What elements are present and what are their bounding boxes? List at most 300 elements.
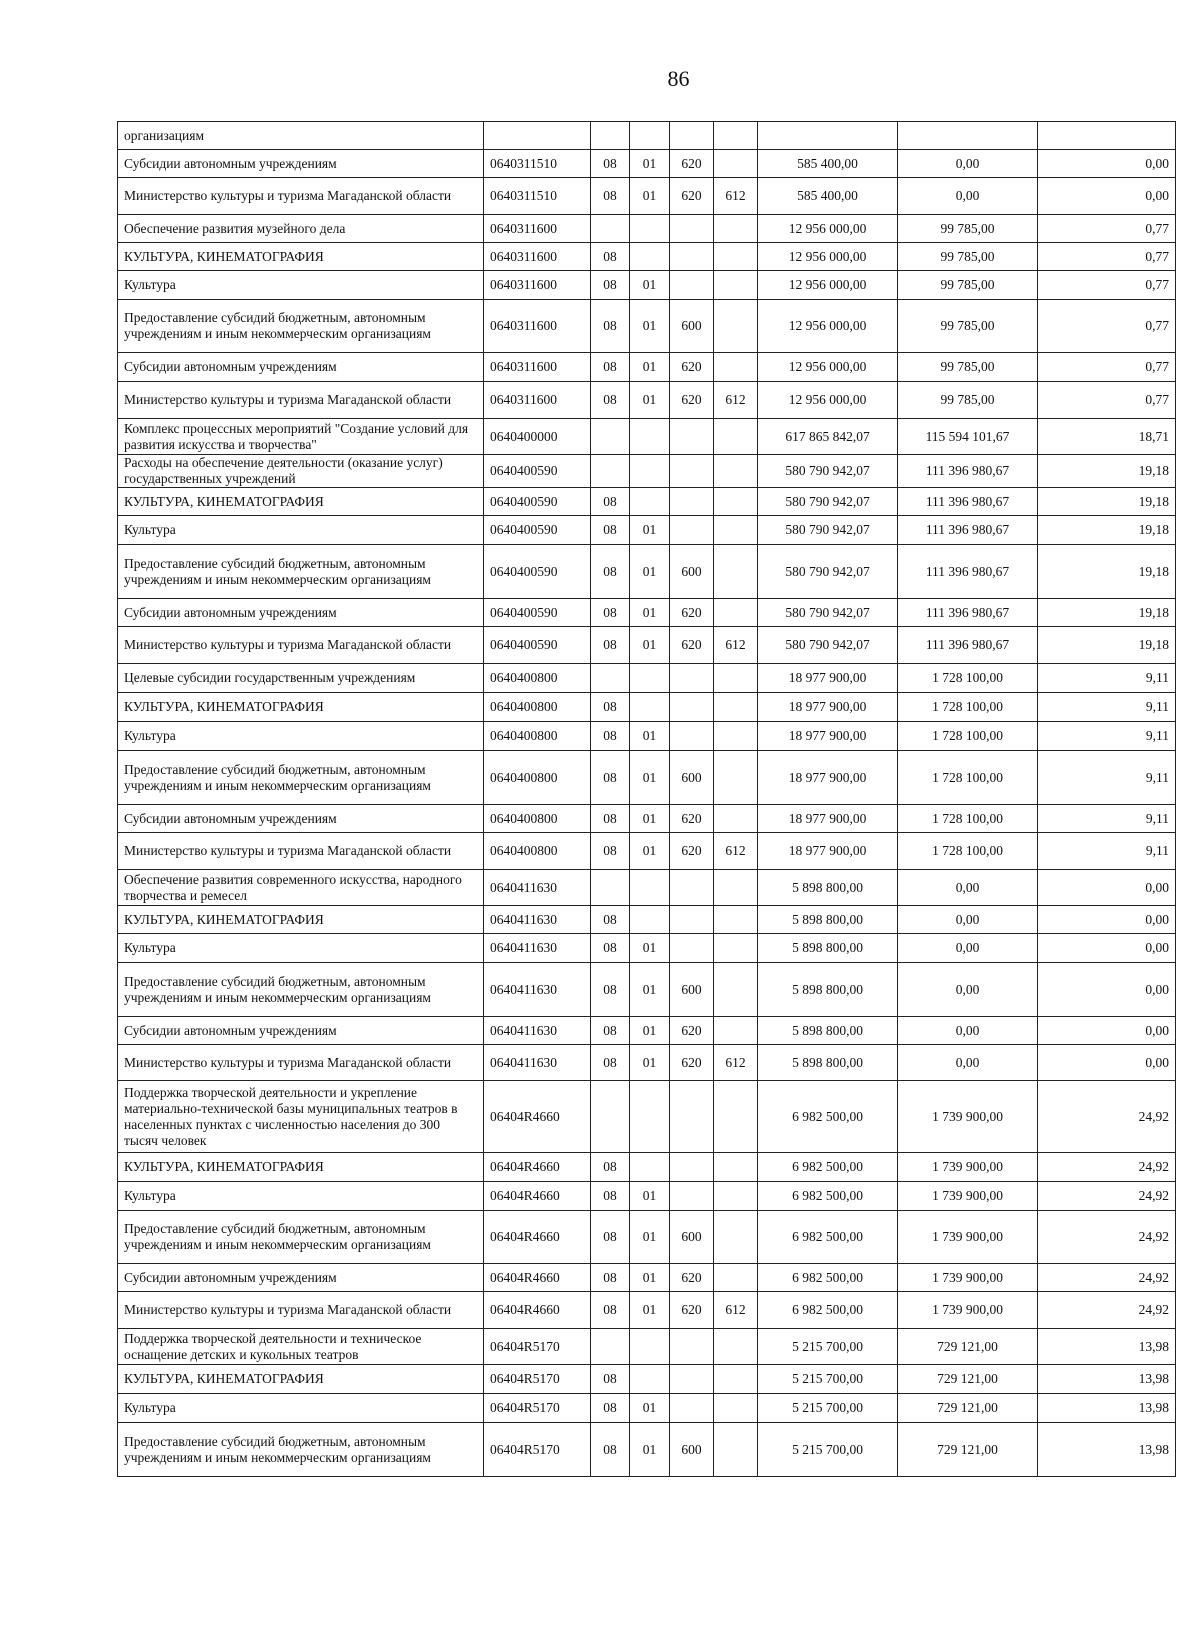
- row-executed-amount-cell: 729 121,00: [898, 1365, 1038, 1394]
- row-planned-amount-cell: 18 977 900,00: [758, 722, 898, 751]
- row-expense-type-cell: 620: [670, 833, 714, 870]
- row-expense-type-cell: [670, 1081, 714, 1153]
- row-percent-cell: 19,18: [1038, 599, 1176, 627]
- table-row: [118, 178, 1176, 215]
- row-subsection-cell: [630, 455, 670, 488]
- row-section-cell: 08: [591, 353, 630, 382]
- row-planned-amount-cell: 12 956 000,00: [758, 353, 898, 382]
- row-executed-amount-cell: 115 594 101,67: [898, 419, 1038, 455]
- row-section-cell: 08: [591, 1394, 630, 1423]
- row-executed-amount-cell: 0,00: [898, 934, 1038, 963]
- table-row: [118, 1365, 1176, 1394]
- row-percent-cell: 9,11: [1038, 833, 1176, 870]
- row-section-cell: 08: [591, 300, 630, 353]
- row-section-cell: 08: [591, 805, 630, 833]
- row-code-cell: 06404R4660: [484, 1292, 591, 1329]
- row-code-cell: 0640400590: [484, 455, 591, 488]
- row-name-cell: Министерство культуры и туризма Магаданской области: [118, 833, 484, 870]
- row-name-cell: Культура: [118, 934, 484, 963]
- row-name-cell: Субсидии автономным учреждениям: [118, 1264, 484, 1292]
- row-subsection-cell: 01: [630, 963, 670, 1017]
- row-section-cell: 08: [591, 906, 630, 934]
- row-section-cell: 08: [591, 599, 630, 627]
- row-section-cell: [591, 122, 630, 150]
- row-subsection-cell: 01: [630, 627, 670, 664]
- row-section-cell: 08: [591, 934, 630, 963]
- row-name-cell: Министерство культуры и туризма Магаданской области: [118, 178, 484, 215]
- row-executed-amount-cell: 111 396 980,67: [898, 455, 1038, 488]
- row-planned-amount-cell: 12 956 000,00: [758, 271, 898, 300]
- row-percent-cell: 19,18: [1038, 545, 1176, 599]
- row-name-cell: Обеспечение развития музейного дела: [118, 215, 484, 243]
- row-code-cell: 06404R4660: [484, 1211, 591, 1264]
- table-row: [118, 1182, 1176, 1211]
- row-percent-cell: 9,11: [1038, 664, 1176, 693]
- row-code-cell: 0640400590: [484, 627, 591, 664]
- row-executed-amount-cell: 1 728 100,00: [898, 751, 1038, 805]
- row-subtype-cell: [714, 1329, 758, 1365]
- row-planned-amount-cell: 5 215 700,00: [758, 1365, 898, 1394]
- row-name-cell: Субсидии автономным учреждениям: [118, 599, 484, 627]
- row-executed-amount-cell: 0,00: [898, 963, 1038, 1017]
- row-name-cell: Поддержка творческой деятельности и техническое оснащение детских и кукольных театров: [118, 1329, 484, 1365]
- row-code-cell: [484, 122, 591, 150]
- table-row: [118, 599, 1176, 627]
- table-row: [118, 122, 1176, 150]
- row-expense-type-cell: 600: [670, 545, 714, 599]
- table-body: [118, 122, 1176, 1477]
- row-expense-type-cell: 600: [670, 1423, 714, 1477]
- row-subsection-cell: 01: [630, 1264, 670, 1292]
- row-percent-cell: 0,00: [1038, 1017, 1176, 1045]
- row-planned-amount-cell: 6 982 500,00: [758, 1182, 898, 1211]
- row-planned-amount-cell: 580 790 942,07: [758, 599, 898, 627]
- table-row: [118, 1081, 1176, 1153]
- row-code-cell: 0640400800: [484, 805, 591, 833]
- row-planned-amount-cell: 5 898 800,00: [758, 906, 898, 934]
- row-subtype-cell: [714, 805, 758, 833]
- row-subtype-cell: [714, 870, 758, 906]
- row-expense-type-cell: 620: [670, 805, 714, 833]
- row-planned-amount-cell: 5 215 700,00: [758, 1394, 898, 1423]
- row-code-cell: 06404R5170: [484, 1365, 591, 1394]
- row-section-cell: [591, 870, 630, 906]
- table-row: [118, 300, 1176, 353]
- row-expense-type-cell: 620: [670, 353, 714, 382]
- row-section-cell: 08: [591, 545, 630, 599]
- row-code-cell: 0640311510: [484, 178, 591, 215]
- table-row: [118, 1153, 1176, 1182]
- row-percent-cell: 24,92: [1038, 1211, 1176, 1264]
- row-planned-amount-cell: 6 982 500,00: [758, 1292, 898, 1329]
- row-code-cell: 0640311600: [484, 300, 591, 353]
- row-code-cell: 0640311600: [484, 215, 591, 243]
- row-expense-type-cell: [670, 664, 714, 693]
- row-planned-amount-cell: 6 982 500,00: [758, 1081, 898, 1153]
- row-planned-amount-cell: 18 977 900,00: [758, 805, 898, 833]
- row-section-cell: 08: [591, 833, 630, 870]
- row-section-cell: 08: [591, 1292, 630, 1329]
- row-subsection-cell: [630, 1081, 670, 1153]
- table-row: [118, 419, 1176, 455]
- row-subtype-cell: [714, 353, 758, 382]
- row-code-cell: 0640400590: [484, 488, 591, 516]
- row-subsection-cell: [630, 664, 670, 693]
- row-planned-amount-cell: 12 956 000,00: [758, 215, 898, 243]
- row-code-cell: 0640311600: [484, 353, 591, 382]
- row-code-cell: 06404R5170: [484, 1329, 591, 1365]
- row-section-cell: 08: [591, 722, 630, 751]
- row-name-cell: Культура: [118, 516, 484, 545]
- row-code-cell: 06404R5170: [484, 1394, 591, 1423]
- row-code-cell: 0640400800: [484, 693, 591, 722]
- row-planned-amount-cell: 5 898 800,00: [758, 870, 898, 906]
- row-subsection-cell: 01: [630, 1423, 670, 1477]
- row-percent-cell: 19,18: [1038, 516, 1176, 545]
- row-subsection-cell: 01: [630, 1394, 670, 1423]
- row-planned-amount-cell: [758, 122, 898, 150]
- row-name-cell: Культура: [118, 1182, 484, 1211]
- row-executed-amount-cell: 1 739 900,00: [898, 1264, 1038, 1292]
- row-section-cell: 08: [591, 1153, 630, 1182]
- row-percent-cell: 13,98: [1038, 1423, 1176, 1477]
- row-percent-cell: 24,92: [1038, 1292, 1176, 1329]
- table-row: [118, 1292, 1176, 1329]
- row-planned-amount-cell: 5 215 700,00: [758, 1329, 898, 1365]
- table-row: [118, 664, 1176, 693]
- row-subsection-cell: 01: [630, 1292, 670, 1329]
- row-subtype-cell: [714, 1365, 758, 1394]
- row-percent-cell: 0,77: [1038, 300, 1176, 353]
- row-executed-amount-cell: 99 785,00: [898, 353, 1038, 382]
- row-subtype-cell: [714, 963, 758, 1017]
- row-section-cell: 08: [591, 1264, 630, 1292]
- row-section-cell: [591, 1081, 630, 1153]
- row-name-cell: Министерство культуры и туризма Магаданской области: [118, 1292, 484, 1329]
- table-row: [118, 1211, 1176, 1264]
- row-percent-cell: 19,18: [1038, 455, 1176, 488]
- row-subsection-cell: 01: [630, 1017, 670, 1045]
- row-subsection-cell: 01: [630, 1045, 670, 1081]
- row-percent-cell: 24,92: [1038, 1153, 1176, 1182]
- row-percent-cell: 0,00: [1038, 906, 1176, 934]
- row-executed-amount-cell: 99 785,00: [898, 300, 1038, 353]
- row-percent-cell: 24,92: [1038, 1264, 1176, 1292]
- row-planned-amount-cell: 585 400,00: [758, 178, 898, 215]
- table-row: [118, 1329, 1176, 1365]
- row-name-cell: Субсидии автономным учреждениям: [118, 1017, 484, 1045]
- row-executed-amount-cell: 729 121,00: [898, 1329, 1038, 1365]
- row-subsection-cell: 01: [630, 751, 670, 805]
- row-planned-amount-cell: 580 790 942,07: [758, 488, 898, 516]
- table-row: [118, 627, 1176, 664]
- row-subtype-cell: [714, 599, 758, 627]
- row-section-cell: 08: [591, 271, 630, 300]
- row-executed-amount-cell: 0,00: [898, 870, 1038, 906]
- row-percent-cell: 19,18: [1038, 488, 1176, 516]
- row-subtype-cell: [714, 906, 758, 934]
- row-name-cell: Предоставление субсидий бюджетным, автономным учреждениям и иным некоммерческим организациям: [118, 963, 484, 1017]
- row-name-cell: Культура: [118, 722, 484, 751]
- row-subtype-cell: [714, 1423, 758, 1477]
- row-section-cell: 08: [591, 1423, 630, 1477]
- row-section-cell: 08: [591, 1182, 630, 1211]
- row-planned-amount-cell: 18 977 900,00: [758, 664, 898, 693]
- row-name-cell: КУЛЬТУРА, КИНЕМАТОГРАФИЯ: [118, 1153, 484, 1182]
- row-code-cell: 06404R4660: [484, 1153, 591, 1182]
- row-planned-amount-cell: 12 956 000,00: [758, 382, 898, 419]
- row-planned-amount-cell: 5 898 800,00: [758, 1045, 898, 1081]
- row-planned-amount-cell: 5 215 700,00: [758, 1423, 898, 1477]
- row-subsection-cell: [630, 693, 670, 722]
- table-row: [118, 1264, 1176, 1292]
- row-subsection-cell: 01: [630, 150, 670, 178]
- row-percent-cell: 0,77: [1038, 271, 1176, 300]
- row-planned-amount-cell: 580 790 942,07: [758, 516, 898, 545]
- row-expense-type-cell: [670, 1394, 714, 1423]
- row-subsection-cell: 01: [630, 805, 670, 833]
- row-executed-amount-cell: 1 739 900,00: [898, 1153, 1038, 1182]
- row-code-cell: 0640400800: [484, 751, 591, 805]
- row-section-cell: [591, 455, 630, 488]
- row-planned-amount-cell: 18 977 900,00: [758, 693, 898, 722]
- row-executed-amount-cell: 111 396 980,67: [898, 627, 1038, 664]
- row-expense-type-cell: [670, 122, 714, 150]
- row-expense-type-cell: [670, 1365, 714, 1394]
- row-percent-cell: 13,98: [1038, 1329, 1176, 1365]
- row-subtype-cell: [714, 122, 758, 150]
- row-code-cell: 0640411630: [484, 934, 591, 963]
- row-subsection-cell: [630, 1153, 670, 1182]
- row-planned-amount-cell: 580 790 942,07: [758, 545, 898, 599]
- row-name-cell: Комплекс процессных мероприятий "Создание условий для развития искусства и творчества": [118, 419, 484, 455]
- row-executed-amount-cell: 1 728 100,00: [898, 722, 1038, 751]
- row-expense-type-cell: 600: [670, 963, 714, 1017]
- row-name-cell: Предоставление субсидий бюджетным, автономным учреждениям и иным некоммерческим организациям: [118, 1211, 484, 1264]
- row-subsection-cell: 01: [630, 1211, 670, 1264]
- row-executed-amount-cell: 1 739 900,00: [898, 1182, 1038, 1211]
- row-section-cell: 08: [591, 693, 630, 722]
- row-code-cell: 0640411630: [484, 1017, 591, 1045]
- row-planned-amount-cell: 5 898 800,00: [758, 963, 898, 1017]
- row-percent-cell: 24,92: [1038, 1182, 1176, 1211]
- row-name-cell: Министерство культуры и туризма Магаданской области: [118, 382, 484, 419]
- row-subsection-cell: [630, 419, 670, 455]
- row-name-cell: КУЛЬТУРА, КИНЕМАТОГРАФИЯ: [118, 1365, 484, 1394]
- row-executed-amount-cell: 1 739 900,00: [898, 1081, 1038, 1153]
- row-section-cell: [591, 1329, 630, 1365]
- row-executed-amount-cell: 729 121,00: [898, 1394, 1038, 1423]
- row-executed-amount-cell: 99 785,00: [898, 271, 1038, 300]
- row-subsection-cell: 01: [630, 516, 670, 545]
- row-expense-type-cell: 620: [670, 627, 714, 664]
- row-name-cell: КУЛЬТУРА, КИНЕМАТОГРАФИЯ: [118, 243, 484, 271]
- row-subtype-cell: [714, 1394, 758, 1423]
- row-expense-type-cell: 620: [670, 1045, 714, 1081]
- row-executed-amount-cell: 0,00: [898, 150, 1038, 178]
- row-percent-cell: 0,77: [1038, 215, 1176, 243]
- row-expense-type-cell: [670, 243, 714, 271]
- row-section-cell: [591, 215, 630, 243]
- row-subtype-cell: [714, 215, 758, 243]
- row-subsection-cell: 01: [630, 722, 670, 751]
- table-row: [118, 545, 1176, 599]
- row-section-cell: [591, 664, 630, 693]
- row-percent-cell: [1038, 122, 1176, 150]
- row-expense-type-cell: [670, 722, 714, 751]
- row-subtype-cell: 612: [714, 178, 758, 215]
- row-expense-type-cell: [670, 934, 714, 963]
- row-name-cell: КУЛЬТУРА, КИНЕМАТОГРАФИЯ: [118, 906, 484, 934]
- row-percent-cell: 0,77: [1038, 243, 1176, 271]
- table-row: [118, 353, 1176, 382]
- row-code-cell: 0640311600: [484, 243, 591, 271]
- row-expense-type-cell: [670, 1153, 714, 1182]
- row-code-cell: 0640311600: [484, 271, 591, 300]
- row-subtype-cell: 612: [714, 627, 758, 664]
- row-executed-amount-cell: 111 396 980,67: [898, 488, 1038, 516]
- row-subsection-cell: 01: [630, 599, 670, 627]
- row-subtype-cell: 612: [714, 382, 758, 419]
- row-subtype-cell: 612: [714, 1045, 758, 1081]
- row-code-cell: 06404R4660: [484, 1081, 591, 1153]
- row-section-cell: 08: [591, 1017, 630, 1045]
- row-subtype-cell: [714, 150, 758, 178]
- row-subtype-cell: [714, 243, 758, 271]
- row-subtype-cell: [714, 545, 758, 599]
- row-subsection-cell: 01: [630, 934, 670, 963]
- row-executed-amount-cell: 99 785,00: [898, 215, 1038, 243]
- row-percent-cell: 0,00: [1038, 934, 1176, 963]
- row-percent-cell: 0,77: [1038, 382, 1176, 419]
- row-subtype-cell: [714, 664, 758, 693]
- row-code-cell: 06404R4660: [484, 1182, 591, 1211]
- row-expense-type-cell: [670, 906, 714, 934]
- row-subsection-cell: 01: [630, 178, 670, 215]
- row-subsection-cell: [630, 215, 670, 243]
- row-planned-amount-cell: 580 790 942,07: [758, 627, 898, 664]
- row-executed-amount-cell: 0,00: [898, 178, 1038, 215]
- row-name-cell: Предоставление субсидий бюджетным, автономным учреждениям и иным некоммерческим организациям: [118, 545, 484, 599]
- row-code-cell: 0640311510: [484, 150, 591, 178]
- row-subtype-cell: [714, 516, 758, 545]
- row-expense-type-cell: [670, 215, 714, 243]
- row-subtype-cell: [714, 300, 758, 353]
- row-expense-type-cell: 600: [670, 751, 714, 805]
- row-expense-type-cell: [670, 693, 714, 722]
- row-percent-cell: 0,00: [1038, 178, 1176, 215]
- row-expense-type-cell: [670, 516, 714, 545]
- row-executed-amount-cell: [898, 122, 1038, 150]
- row-executed-amount-cell: 729 121,00: [898, 1423, 1038, 1477]
- table-row: [118, 934, 1176, 963]
- table-row: [118, 243, 1176, 271]
- row-executed-amount-cell: 99 785,00: [898, 382, 1038, 419]
- row-subtype-cell: [714, 488, 758, 516]
- row-executed-amount-cell: 111 396 980,67: [898, 545, 1038, 599]
- row-name-cell: Предоставление субсидий бюджетным, автономным учреждениям и иным некоммерческим организациям: [118, 751, 484, 805]
- row-subsection-cell: 01: [630, 545, 670, 599]
- row-expense-type-cell: [670, 455, 714, 488]
- table-row: [118, 963, 1176, 1017]
- row-subtype-cell: [714, 271, 758, 300]
- row-expense-type-cell: [670, 1182, 714, 1211]
- row-percent-cell: 18,71: [1038, 419, 1176, 455]
- row-code-cell: 0640400590: [484, 516, 591, 545]
- row-expense-type-cell: 620: [670, 382, 714, 419]
- row-expense-type-cell: [670, 419, 714, 455]
- table-row: [118, 1045, 1176, 1081]
- row-planned-amount-cell: 5 898 800,00: [758, 934, 898, 963]
- row-name-cell: Субсидии автономным учреждениям: [118, 353, 484, 382]
- row-section-cell: [591, 419, 630, 455]
- row-name-cell: организациям: [118, 122, 484, 150]
- row-planned-amount-cell: 580 790 942,07: [758, 455, 898, 488]
- row-planned-amount-cell: 617 865 842,07: [758, 419, 898, 455]
- row-name-cell: Обеспечение развития современного искусства, народного творчества и ремесел: [118, 870, 484, 906]
- row-executed-amount-cell: 111 396 980,67: [898, 516, 1038, 545]
- row-executed-amount-cell: 1 728 100,00: [898, 693, 1038, 722]
- row-expense-type-cell: 620: [670, 150, 714, 178]
- row-subsection-cell: 01: [630, 353, 670, 382]
- row-executed-amount-cell: 99 785,00: [898, 243, 1038, 271]
- row-executed-amount-cell: 1 728 100,00: [898, 805, 1038, 833]
- row-subtype-cell: [714, 419, 758, 455]
- row-planned-amount-cell: 5 898 800,00: [758, 1017, 898, 1045]
- table-row: [118, 1394, 1176, 1423]
- row-name-cell: Культура: [118, 1394, 484, 1423]
- row-subtype-cell: 612: [714, 1292, 758, 1329]
- row-section-cell: 08: [591, 516, 630, 545]
- row-executed-amount-cell: 1 739 900,00: [898, 1211, 1038, 1264]
- row-planned-amount-cell: 12 956 000,00: [758, 243, 898, 271]
- row-subtype-cell: [714, 1182, 758, 1211]
- row-percent-cell: 0,00: [1038, 1045, 1176, 1081]
- table-row: [118, 693, 1176, 722]
- table-row: [118, 382, 1176, 419]
- row-subtype-cell: [714, 1211, 758, 1264]
- row-percent-cell: 24,92: [1038, 1081, 1176, 1153]
- row-expense-type-cell: 620: [670, 599, 714, 627]
- row-subsection-cell: 01: [630, 833, 670, 870]
- table-row: [118, 455, 1176, 488]
- row-name-cell: Министерство культуры и туризма Магаданской области: [118, 1045, 484, 1081]
- row-executed-amount-cell: 0,00: [898, 1017, 1038, 1045]
- row-code-cell: 06404R5170: [484, 1423, 591, 1477]
- row-subtype-cell: [714, 455, 758, 488]
- row-subsection-cell: [630, 1329, 670, 1365]
- row-planned-amount-cell: 6 982 500,00: [758, 1211, 898, 1264]
- row-section-cell: 08: [591, 488, 630, 516]
- row-subsection-cell: [630, 1365, 670, 1394]
- table-row: [118, 150, 1176, 178]
- table-row: [118, 488, 1176, 516]
- row-planned-amount-cell: 18 977 900,00: [758, 751, 898, 805]
- row-subtype-cell: [714, 934, 758, 963]
- row-section-cell: 08: [591, 1365, 630, 1394]
- row-name-cell: Целевые субсидии государственным учреждениям: [118, 664, 484, 693]
- row-section-cell: 08: [591, 963, 630, 1017]
- row-expense-type-cell: 620: [670, 1017, 714, 1045]
- row-name-cell: КУЛЬТУРА, КИНЕМАТОГРАФИЯ: [118, 693, 484, 722]
- row-percent-cell: 9,11: [1038, 693, 1176, 722]
- row-executed-amount-cell: 1 739 900,00: [898, 1292, 1038, 1329]
- page-number: 86: [667, 66, 690, 91]
- row-name-cell: КУЛЬТУРА, КИНЕМАТОГРАФИЯ: [118, 488, 484, 516]
- row-subtype-cell: [714, 1153, 758, 1182]
- row-name-cell: Субсидии автономным учреждениям: [118, 805, 484, 833]
- row-code-cell: 0640400590: [484, 599, 591, 627]
